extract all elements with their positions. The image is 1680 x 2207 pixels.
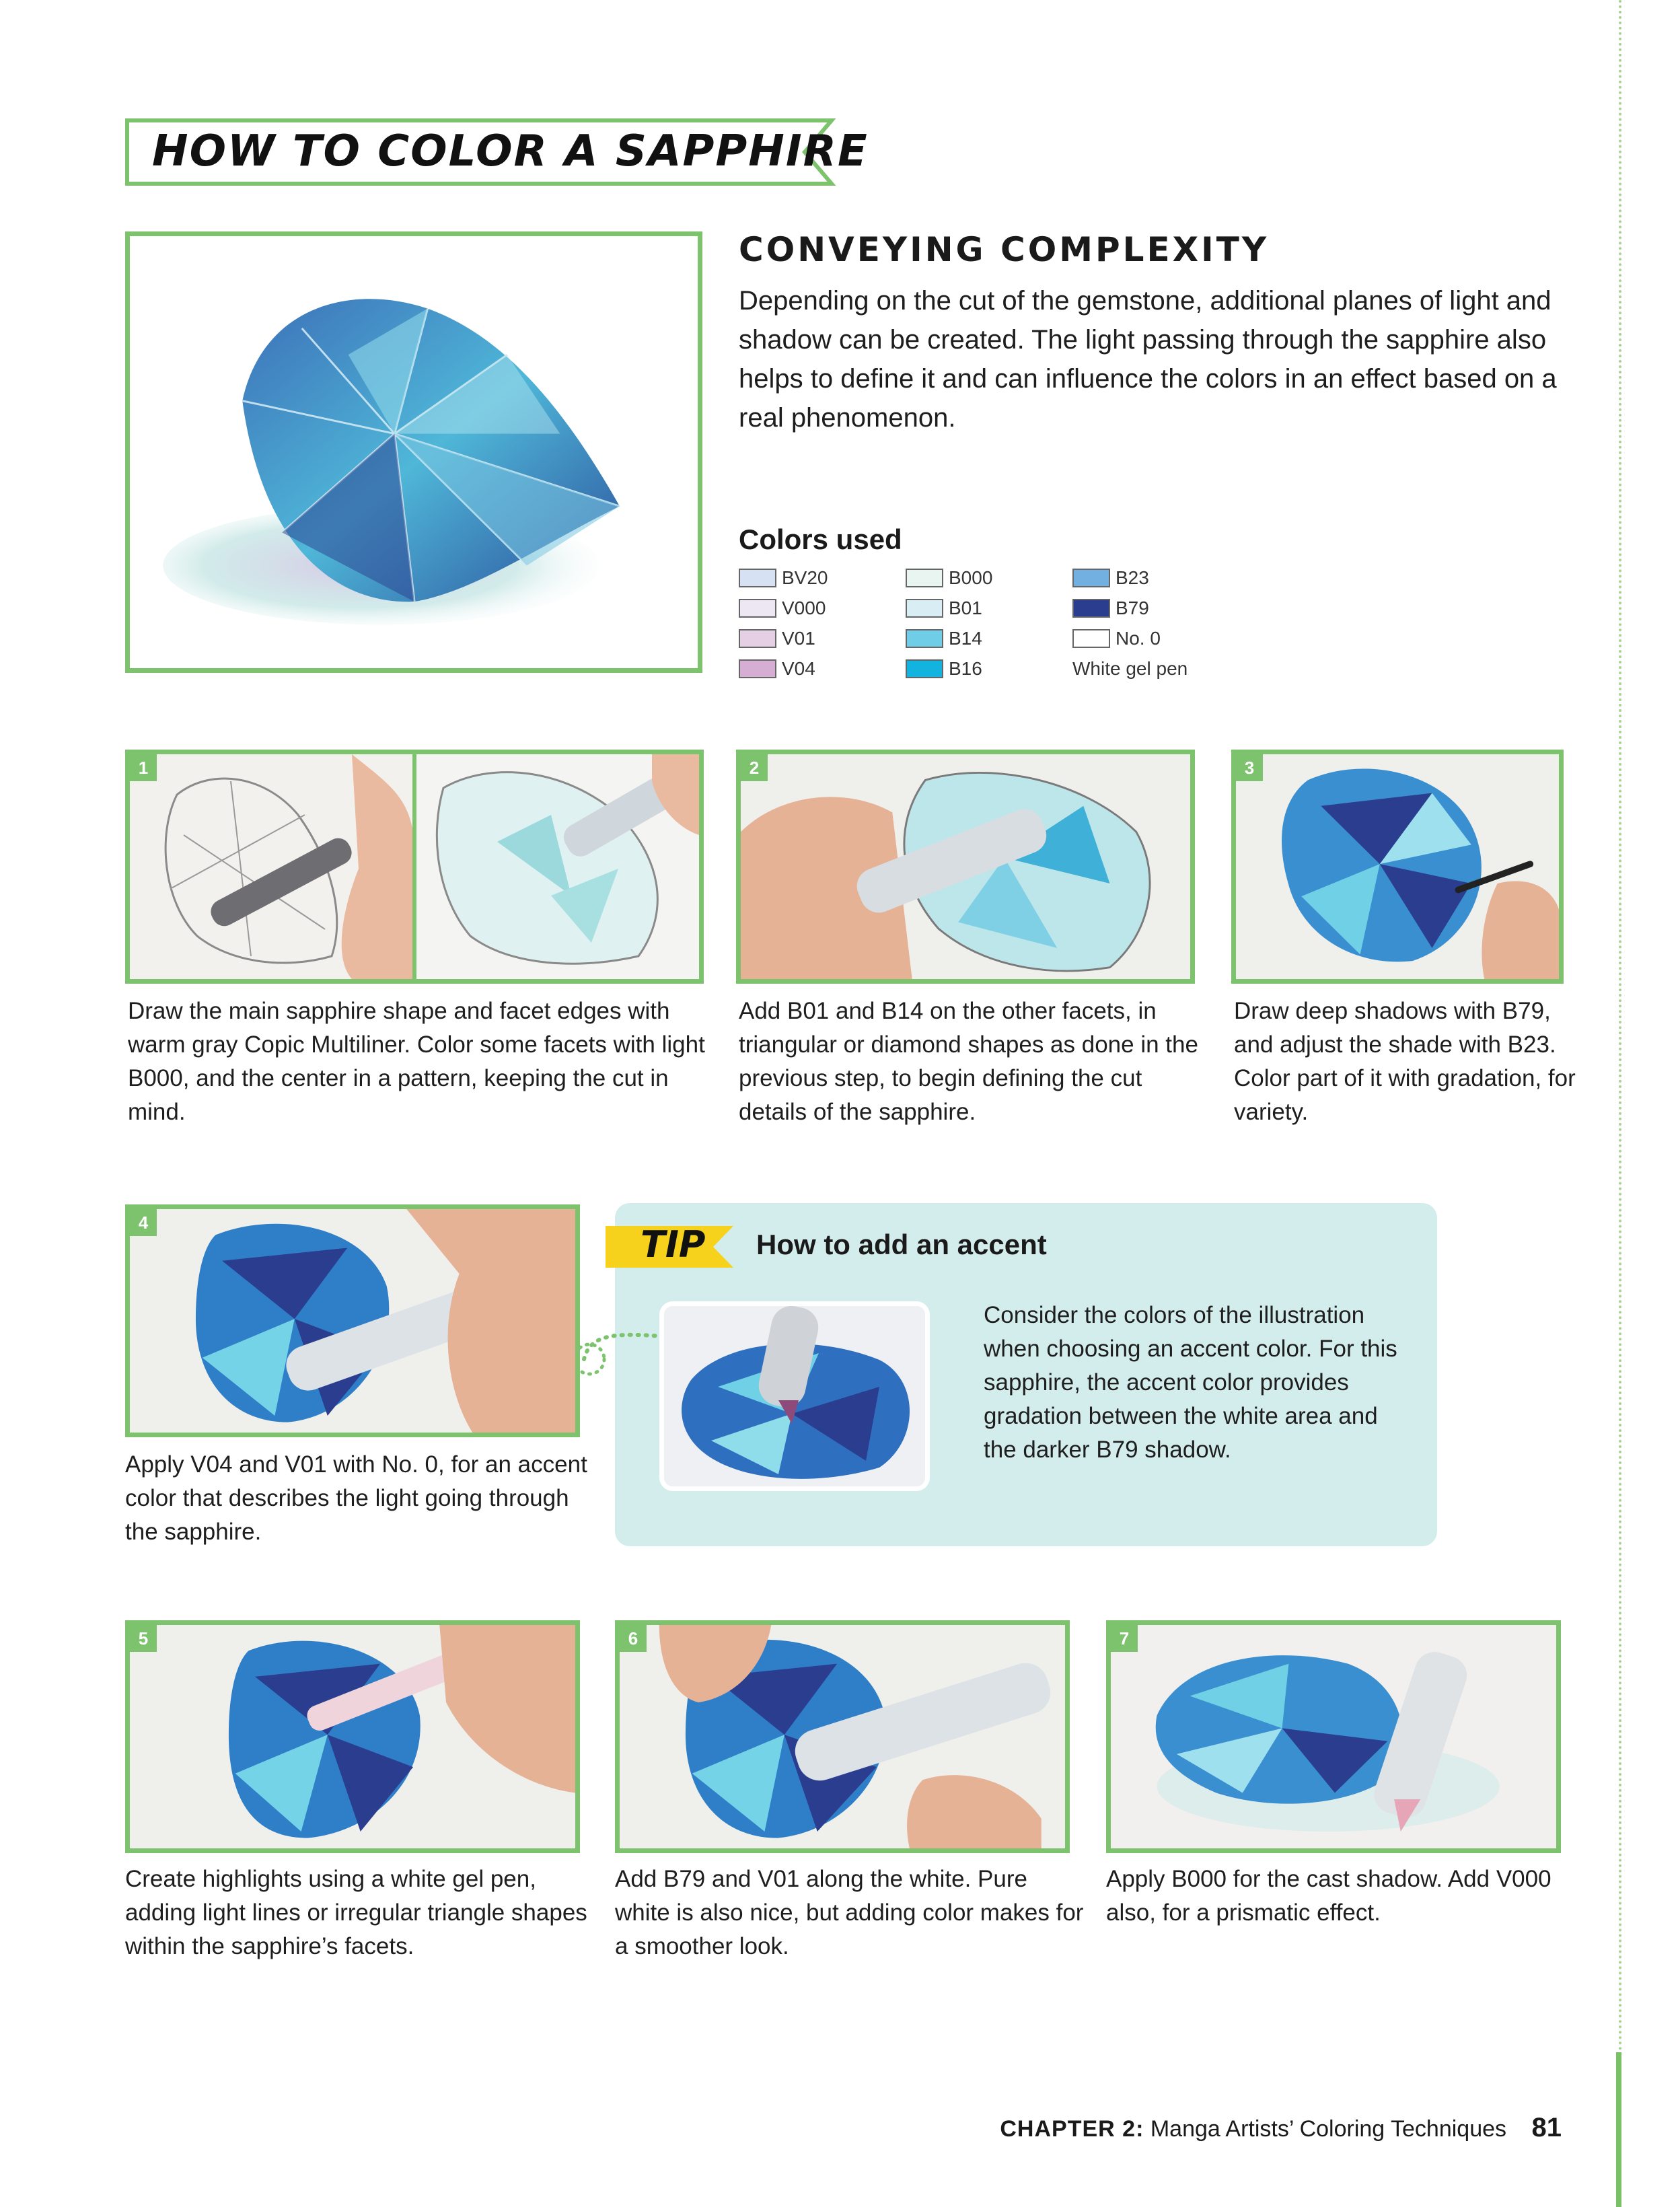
sketch-photo	[130, 754, 412, 979]
blend-photo	[620, 1625, 1065, 1848]
step-6-caption: Add B79 and V01 along the white. Pure white is also nice, but adding color makes for a smoother look.	[615, 1866, 1084, 1959]
step-2-caption: Add B01 and B14 on the other facets, in triangular or diamond shapes as done in the previous step, to begin defining the cut details of the sapphire.	[739, 998, 1198, 1125]
swatch-code: V01	[782, 627, 815, 649]
color-swatch	[906, 659, 943, 678]
title-banner	[125, 118, 869, 186]
color-swatch	[739, 629, 776, 648]
step-3-caption: Draw deep shadows with B79, and adjust the shade with B23. Color part of it with gradation, for variety.	[1234, 998, 1576, 1125]
section-heading: CONVEYING COMPLEXITY	[739, 230, 1270, 269]
step-number-4: 4	[130, 1209, 157, 1236]
step-number-1: 1	[130, 754, 157, 781]
step-number-2: 2	[741, 754, 768, 781]
step-7-photo	[1106, 1620, 1561, 1853]
step-number-7: 7	[1111, 1625, 1138, 1652]
swatch-note: White gel pen	[1072, 657, 1188, 679]
cast-shadow-photo	[1111, 1625, 1556, 1848]
step-number-3: 3	[1236, 754, 1263, 781]
swatch-row	[1072, 653, 1188, 684]
swatch-row	[906, 653, 992, 684]
step-4-photo	[125, 1204, 580, 1437]
color-swatch	[1072, 629, 1110, 648]
step-number-6: 6	[620, 1625, 647, 1652]
color-swatch	[906, 569, 943, 587]
intro-paragraph: Depending on the cut of the gemstone, additional planes of light and shadow can be created. The light passing through the sapphire also helps to define it and can influence the colors in an effect based on a real phenomenon.	[739, 286, 1557, 433]
swatch-code: V000	[782, 597, 826, 618]
highlight-photo	[130, 1625, 575, 1848]
swatch-code: BV20	[782, 567, 828, 588]
swatch-code: No. 0	[1116, 627, 1161, 649]
step-1-photo-a	[130, 754, 412, 979]
tip-title: How to add an accent	[756, 1229, 1047, 1260]
main-sapphire-image	[125, 231, 702, 673]
step-number-5: 5	[130, 1625, 157, 1652]
footer-chapter: CHAPTER 2:	[1000, 2116, 1144, 2142]
swatch-code: B000	[949, 567, 993, 588]
swatch-row	[1072, 593, 1188, 623]
margin-thumb-tab	[1616, 2052, 1621, 2207]
step-7-caption: Apply B000 for the cast shadow. Add V000 also, for a prismatic effect.	[1106, 1866, 1551, 1926]
sapphire-illustration	[130, 236, 698, 668]
swatch-column-3	[1072, 563, 1188, 684]
step-6-photo	[615, 1620, 1070, 1853]
swatch-column-1	[739, 563, 828, 684]
tip-photo	[659, 1301, 930, 1491]
swatch-row	[739, 623, 828, 653]
page-title: HOW TO COLOR A SAPPHIRE	[152, 126, 869, 176]
color-swatch	[906, 599, 943, 618]
swatch-row	[906, 593, 992, 623]
margin-dotted-rule	[1619, 0, 1621, 2052]
swatch-row	[739, 593, 828, 623]
swatch-code: B23	[1116, 567, 1149, 588]
page-footer	[1000, 2113, 1562, 2143]
step-1-photo-pair	[125, 750, 704, 984]
swatch-code: B01	[949, 597, 982, 618]
colors-used-title: Colors used	[739, 523, 902, 555]
swatch-code: B79	[1116, 597, 1149, 618]
tip-text: Consider the colors of the illustration when choosing an accent color. For this sapphire, the accent color provides gradation between the white area and the darker B79 shadow.	[984, 1302, 1397, 1463]
footer-chapter-title: Manga Artists’ Coloring Techniques	[1150, 2116, 1507, 2142]
step-1-caption: Draw the main sapphire shape and facet edges with warm gray Copic Multiliner. Color some facets with light B000, and the center in a pattern, keeping the cut in mind.	[128, 998, 705, 1125]
step-3-photo	[1231, 750, 1564, 984]
swatch-column-2	[906, 563, 992, 684]
color-swatch	[1072, 569, 1110, 587]
swatch-row	[1072, 563, 1188, 593]
color-swatch	[739, 569, 776, 587]
step-2-photo	[736, 750, 1195, 984]
swatch-row	[739, 563, 828, 593]
page-number: 81	[1531, 2113, 1562, 2142]
swatch-code: B14	[949, 627, 982, 649]
swatch-row	[739, 653, 828, 684]
step-5-caption: Create highlights using a white gel pen, adding light lines or irregular triangle shapes within the sapphire’s facets.	[125, 1866, 587, 1959]
swatch-row	[906, 563, 992, 593]
swatch-code: V04	[782, 657, 815, 679]
coloring-photo	[741, 754, 1190, 979]
accent-detail-photo	[664, 1306, 925, 1486]
tip-label: TIP	[641, 1223, 706, 1266]
accent-photo	[130, 1209, 575, 1433]
swatch-row	[906, 623, 992, 653]
step-1-photo-b	[416, 754, 699, 979]
swatch-code: B16	[949, 657, 982, 679]
color-swatch	[906, 629, 943, 648]
color-swatch	[1072, 599, 1110, 618]
step-4-caption: Apply V04 and V01 with No. 0, for an accent color that describes the light going through the sapphire.	[125, 1451, 587, 1545]
color-swatch	[739, 599, 776, 618]
swatch-row	[1072, 623, 1188, 653]
shadow-photo	[1236, 754, 1559, 979]
step-5-photo	[125, 1620, 580, 1853]
color-swatch	[739, 659, 776, 678]
sketch-color-photo	[416, 754, 699, 979]
